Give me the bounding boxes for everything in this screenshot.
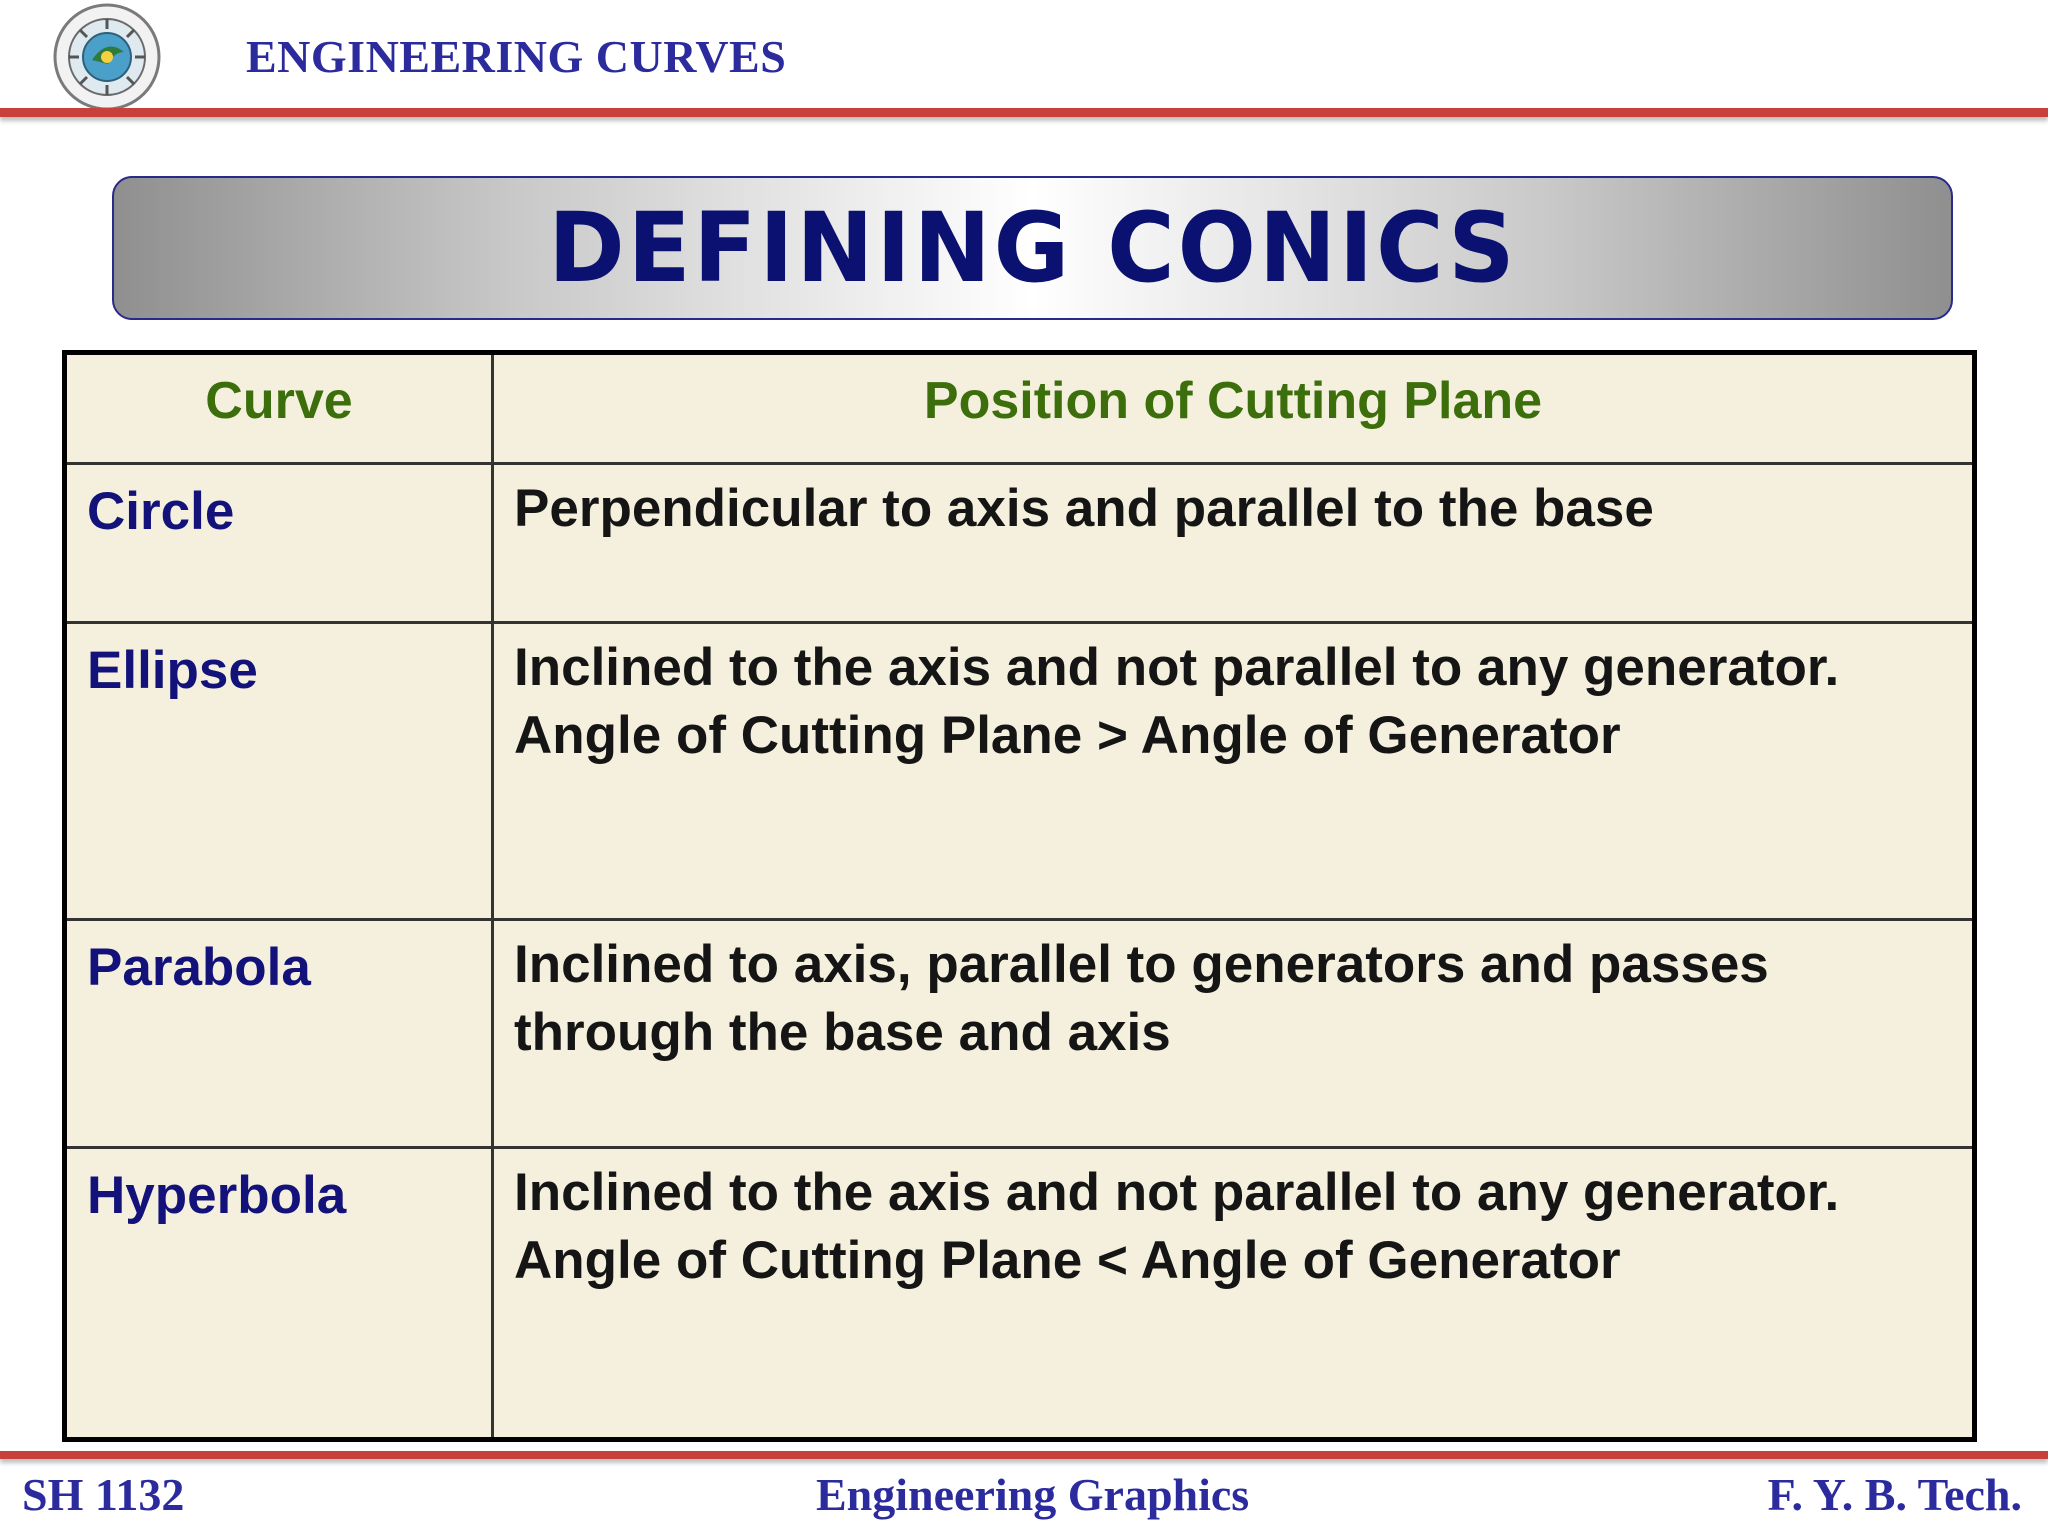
position-description [494, 624, 1972, 770]
column-header-position: Position of Cutting Plane [923, 372, 1543, 430]
footer-divider [0, 1451, 2048, 1459]
table-cell-position [494, 1149, 1972, 1437]
table-row [67, 624, 1972, 921]
table-cell-curve [67, 921, 494, 1146]
description-line: Inclined to the axis and not parallel to any generator. [514, 1163, 1840, 1222]
description-line: Inclined to axis, parallel to generators and passes [514, 935, 1769, 994]
page-title: DEFINING CONICS [547, 192, 1518, 304]
table-header-cell [67, 355, 494, 462]
table-cell-position [494, 921, 1972, 1146]
position-description [494, 465, 1972, 543]
table-cell-position [494, 624, 1972, 918]
table-cell-curve [67, 1149, 494, 1437]
course-code: SH 1132 [22, 1469, 185, 1520]
position-description [494, 1149, 1972, 1295]
title-banner [112, 176, 1953, 320]
table-cell-position [494, 465, 1972, 621]
header-title: ENGINEERING CURVES [246, 31, 787, 82]
program-label: F. Y. B. Tech. [1767, 1469, 2022, 1520]
institute-seal-icon [48, 2, 166, 112]
curve-name: Circle [87, 482, 235, 541]
description-line: Inclined to the axis and not parallel to any generator. [514, 638, 1840, 697]
table-header-cell [494, 355, 1972, 462]
table-row [67, 921, 1972, 1149]
curve-name: Hyperbola [87, 1166, 347, 1225]
description-line: Angle of Cutting Plane > Angle of Generator [514, 706, 1621, 765]
description-line: through the base and axis [514, 1003, 1171, 1062]
conics-table [62, 350, 1977, 1442]
description-line: Perpendicular to axis and parallel to the base [514, 479, 1654, 538]
position-description [494, 921, 1972, 1067]
curve-name: Ellipse [87, 641, 258, 700]
table-row [67, 465, 1972, 624]
course-name: Engineering Graphics [816, 1469, 1250, 1520]
curve-name: Parabola [87, 938, 311, 997]
description-line: Angle of Cutting Plane < Angle of Generator [514, 1231, 1621, 1290]
table-header-row [67, 355, 1972, 465]
column-header-curve: Curve [205, 372, 353, 430]
header-divider [0, 108, 2048, 117]
table-cell-curve [67, 465, 494, 621]
table-cell-curve [67, 624, 494, 918]
table-row [67, 1149, 1972, 1437]
